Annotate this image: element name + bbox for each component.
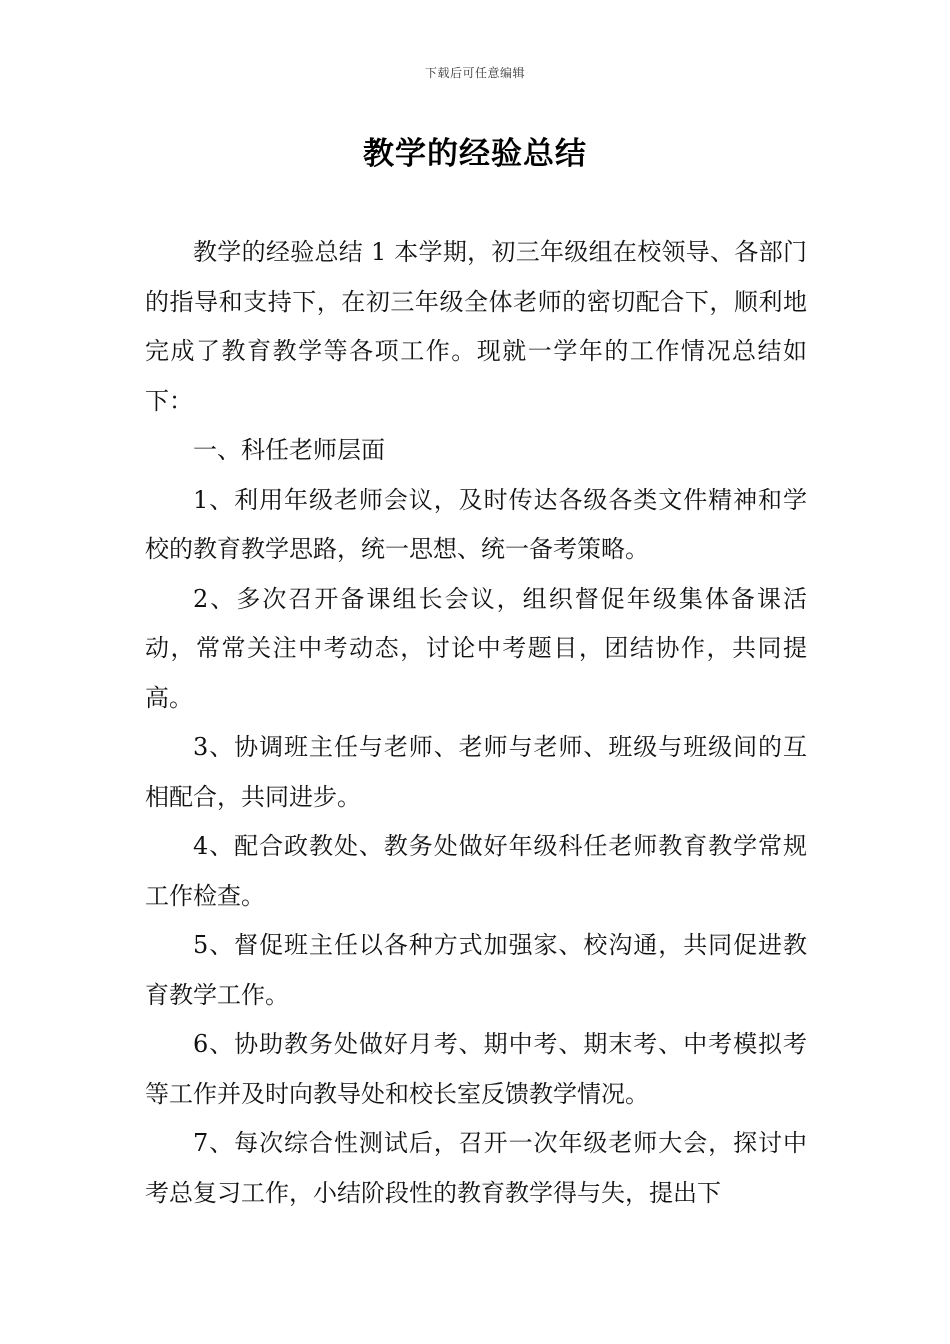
document-title: 教学的经验总结	[363, 136, 587, 172]
paragraph-section-heading: 一、科任老师层面	[193, 436, 385, 464]
paragraph-item-3: 3、协调班主任与老师、老师与老师、班级与班级间的互相配合，共同进步。	[145, 733, 807, 811]
paragraph-item-6: 6、协助教务处做好月考、期中考、期末考、中考模拟考等工作并及时向教导处和校长室反馈教学情况。	[145, 1030, 807, 1108]
paragraph-item-2: 2、多次召开备课组长会议，组织督促年级集体备课活动，常常关注中考动态，讨论中考题目，团结协作，共同提高。	[145, 584, 807, 712]
header-note: 下载后可任意编辑	[424, 66, 525, 80]
paragraph-item-5: 5、督促班主任以各种方式加强家、校沟通，共同促进教育教学工作。	[145, 931, 807, 1009]
paragraph-item-1: 1、利用年级老师会议，及时传达各级各类文件精神和学校的教育教学思路，统一思想、统一备考策略。	[145, 485, 807, 563]
paragraph-intro: 教学的经验总结 1 本学期，初三年级组在校领导、各部门的指导和支持下，在初三年级全体老师的密切配合下，顺利地完成了教育教学等各项工作。现就一学年的工作情况总结如下：	[145, 238, 807, 415]
paragraph-item-7: 7、每次综合性测试后，召开一次年级老师大会，探讨中考总复习工作，小结阶段性的教育教学得与失，提出下	[145, 1129, 807, 1207]
document-body	[145, 228, 807, 1218]
paragraph-item-4: 4、配合政教处、教务处做好年级科任老师教育教学常规工作检查。	[145, 832, 807, 910]
